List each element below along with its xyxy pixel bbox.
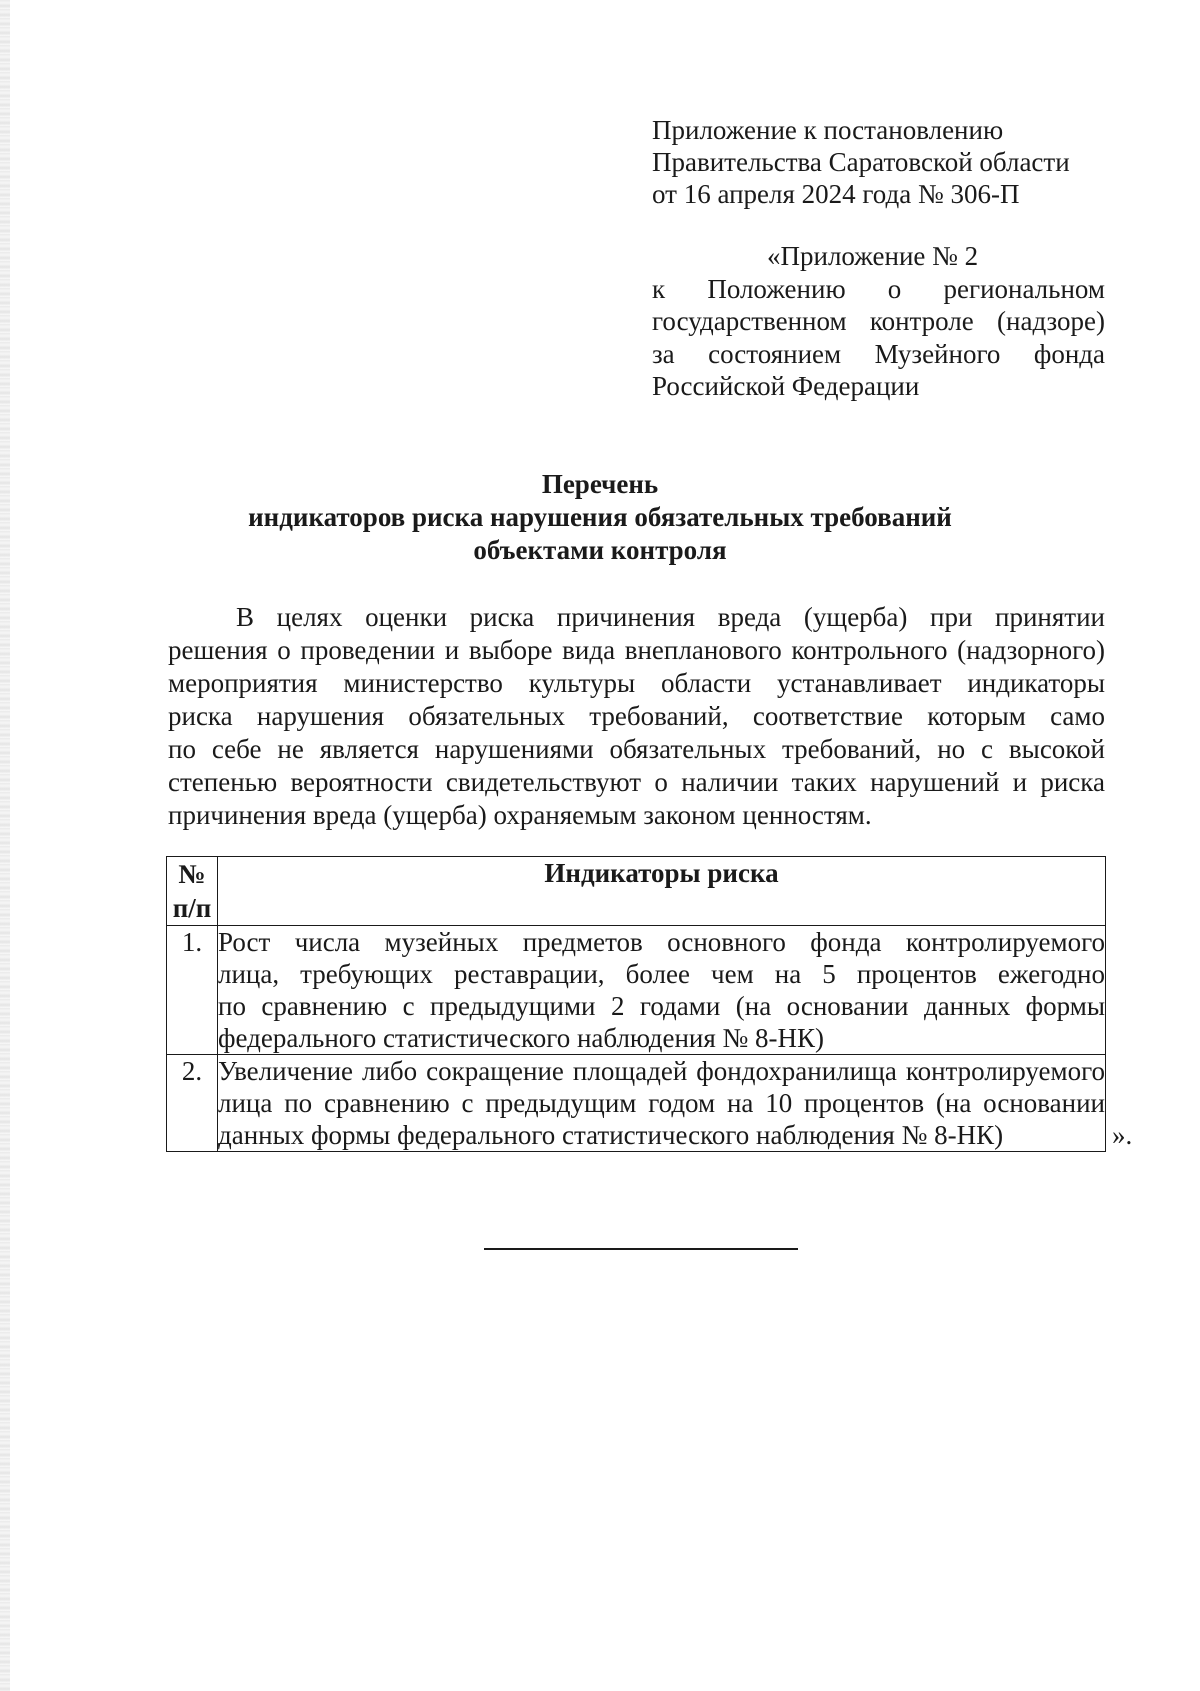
row-indicator-text	[218, 1055, 1106, 1152]
indicator-line: лица, требующих реставрации, более чем на 5 процентов ежегодно	[218, 959, 1105, 989]
column-header-indicator: Индикаторы риска	[218, 857, 1106, 926]
row-number: 1.	[167, 926, 218, 1055]
header-line: от 16 апреля 2024 года № 306-П	[652, 179, 1020, 209]
heading-subtitle: объектами контроля	[473, 535, 727, 565]
heading-subtitle: индикаторов риска нарушения обязательных требований	[248, 502, 952, 532]
indicator-line: лица по сравнению с предыдущим годом на 10 процентов (на основании	[218, 1088, 1105, 1118]
paragraph-line: причинения вреда (ущерба) охраняемым законом ценностям.	[168, 800, 872, 830]
paragraph-line: степенью вероятности свидетельствуют о наличии таких нарушений и риска	[168, 767, 1105, 797]
row-indicator-text	[218, 926, 1106, 1055]
paragraph-line: риска нарушения обязательных требований, соответствие которым само	[168, 701, 1105, 731]
table-header-row	[167, 857, 1106, 926]
row-number: 2.	[167, 1055, 218, 1152]
scan-edge-artifact	[0, 0, 10, 1691]
paragraph-line: мероприятия министерство культуры области устанавливает индикаторы	[168, 668, 1105, 698]
attachment-line: за состоянием Музейного фонда	[652, 339, 1105, 369]
header-line: Правительства Саратовской области	[652, 147, 1070, 177]
table-row	[167, 1055, 1106, 1152]
column-header-number	[167, 857, 218, 926]
column-header-number-symbol: №	[178, 859, 206, 889]
header-line: Приложение к постановлению	[652, 115, 1004, 145]
attachment-line: к Положению о региональном	[652, 274, 1105, 304]
table-row	[167, 926, 1106, 1055]
paragraph-line: решения о проведении и выборе вида внепланового контрольного (надзорного)	[168, 635, 1105, 665]
paragraph-line: по себе не является нарушениями обязательных требований, но с высокой	[168, 734, 1105, 764]
indicator-line: Увеличение либо сокращение площадей фондохранилища контролируемого	[218, 1056, 1105, 1086]
indicator-line: данных формы федерального статистического наблюдения № 8-НК)	[218, 1120, 1004, 1150]
paragraph-line: В целях оценки риска причинения вреда (ущерба) при принятии	[236, 602, 1105, 632]
risk-indicators-table	[166, 856, 1106, 1152]
attachment-title: «Приложение № 2	[767, 241, 979, 271]
indicator-line: федерального статистического наблюдения № 8-НК)	[218, 1023, 825, 1053]
end-rule	[484, 1248, 798, 1250]
attachment-line: государственном контроле (надзоре)	[652, 306, 1105, 336]
indicator-line: Рост числа музейных предметов основного фонда контролируемого	[218, 927, 1105, 957]
column-header-number-abbr: п/п	[172, 893, 212, 923]
heading-title: Перечень	[541, 469, 659, 499]
closing-quote: ».	[1112, 1120, 1133, 1150]
attachment-line: Российской Федерации	[652, 371, 920, 401]
indicator-line: по сравнению с предыдущими 2 годами (на основании данных формы	[218, 991, 1105, 1021]
